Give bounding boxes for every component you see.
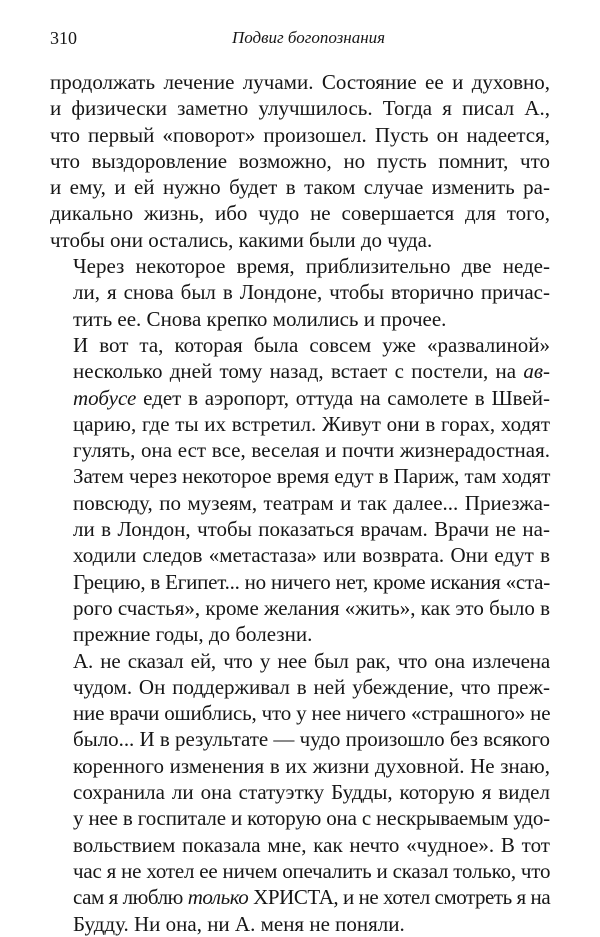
text-line: ходили следов «метастаза» или возврата. Они едут в bbox=[73, 543, 550, 568]
italic-word: тобусе bbox=[73, 385, 137, 410]
text-line: продолжать лечение лучами. Состояние ее и духовно, bbox=[50, 70, 550, 94]
text-line: Будду. Ни она, ни А. меня не поняли. bbox=[73, 911, 405, 936]
text-line: прежние годы, до болезни. bbox=[73, 622, 313, 647]
text-line: повсюду, по музеям, театрам и так далее... Приезжа- bbox=[73, 490, 550, 515]
book-page bbox=[50, 22, 550, 937]
text-line: и физически заметно улучшилось. Тогда я писал А., bbox=[50, 96, 550, 121]
paragraph-1 bbox=[50, 69, 550, 253]
text-line: несколько дней тому назад, встает с постели, на ав- bbox=[73, 359, 550, 384]
body-text bbox=[50, 69, 550, 937]
text-line: тобусе едет в аэропорт, оттуда на самолете в Швей- bbox=[73, 385, 550, 410]
text-line: сохранила ли она статуэтку Будды, которую я видел bbox=[73, 780, 550, 805]
text-line: рого счастья», кроме желания «жить», как это было в bbox=[73, 595, 551, 620]
text-line: что первый «поворот» произошел. Пусть он надеется, bbox=[50, 122, 550, 147]
text-line: час я не хотел ее ничем опечалить и сказал только, что bbox=[73, 858, 551, 883]
text-line: ли в Лондон, чтобы показаться врачам. Врачи не на- bbox=[73, 517, 550, 542]
text-line: вольствием показала мне, как нечто «чудное». В тот bbox=[73, 832, 550, 857]
text-line: Через некоторое время, приблизительно две неде- bbox=[73, 254, 550, 279]
text-line: чудом. Он поддерживал в ней убеждение, что преж- bbox=[73, 674, 550, 699]
text-line: у нее в госпитале и которую она с нескрываемым удо- bbox=[73, 806, 550, 831]
running-title: Подвиг богопознания bbox=[232, 28, 386, 47]
text-line: царию, где ты их встретил. Живут они в горах, ходят bbox=[73, 411, 550, 436]
text-line: Грецию, в Египет... но ничего нет, кроме искания «ста- bbox=[73, 569, 550, 594]
text-line: тить ее. Снова крепко молились и прочее. bbox=[73, 306, 447, 331]
paragraph-4 bbox=[50, 648, 550, 937]
text-line: и ему, и ей нужно будет в таком случае изменить ра- bbox=[50, 175, 550, 200]
text-line: чтобы они остались, какими были до чуда. bbox=[50, 227, 433, 252]
paragraph-3 bbox=[50, 332, 550, 648]
text-line: коренного изменения в их жизни духовной. Не знаю, bbox=[73, 753, 550, 778]
italic-word: только bbox=[187, 885, 249, 910]
text-line: гулять, она ест все, веселая и почти жизнерадостная. bbox=[73, 438, 550, 463]
text-line: А. не сказал ей, что у нее был рак, что она излечена bbox=[73, 648, 550, 673]
text-line: что выздоровление возможно, но пусть помнит, что bbox=[50, 148, 550, 173]
text-line: И вот та, которая была совсем уже «развалиной» bbox=[73, 332, 550, 357]
text-line: дикально жизнь, ибо чудо не совершается для того, bbox=[50, 201, 550, 226]
italic-word: ав- bbox=[523, 359, 550, 384]
text-line: ние врачи ошиблись, что у нее ничего «страшного» не bbox=[73, 701, 551, 726]
page-header bbox=[50, 22, 550, 50]
page-number: 310 bbox=[50, 28, 77, 48]
text-line: сам я люблю только ХРИСТА, и не хотел смотреть я на bbox=[73, 885, 551, 910]
text-line: Затем через некоторое время едут в Париж, там ходят bbox=[73, 464, 551, 489]
paragraph-2 bbox=[50, 253, 550, 332]
text-line: было... И в результате — чудо произошло без всякого bbox=[73, 727, 550, 752]
text-line: ли, я снова был в Лондоне, чтобы вторично причас- bbox=[73, 280, 550, 305]
